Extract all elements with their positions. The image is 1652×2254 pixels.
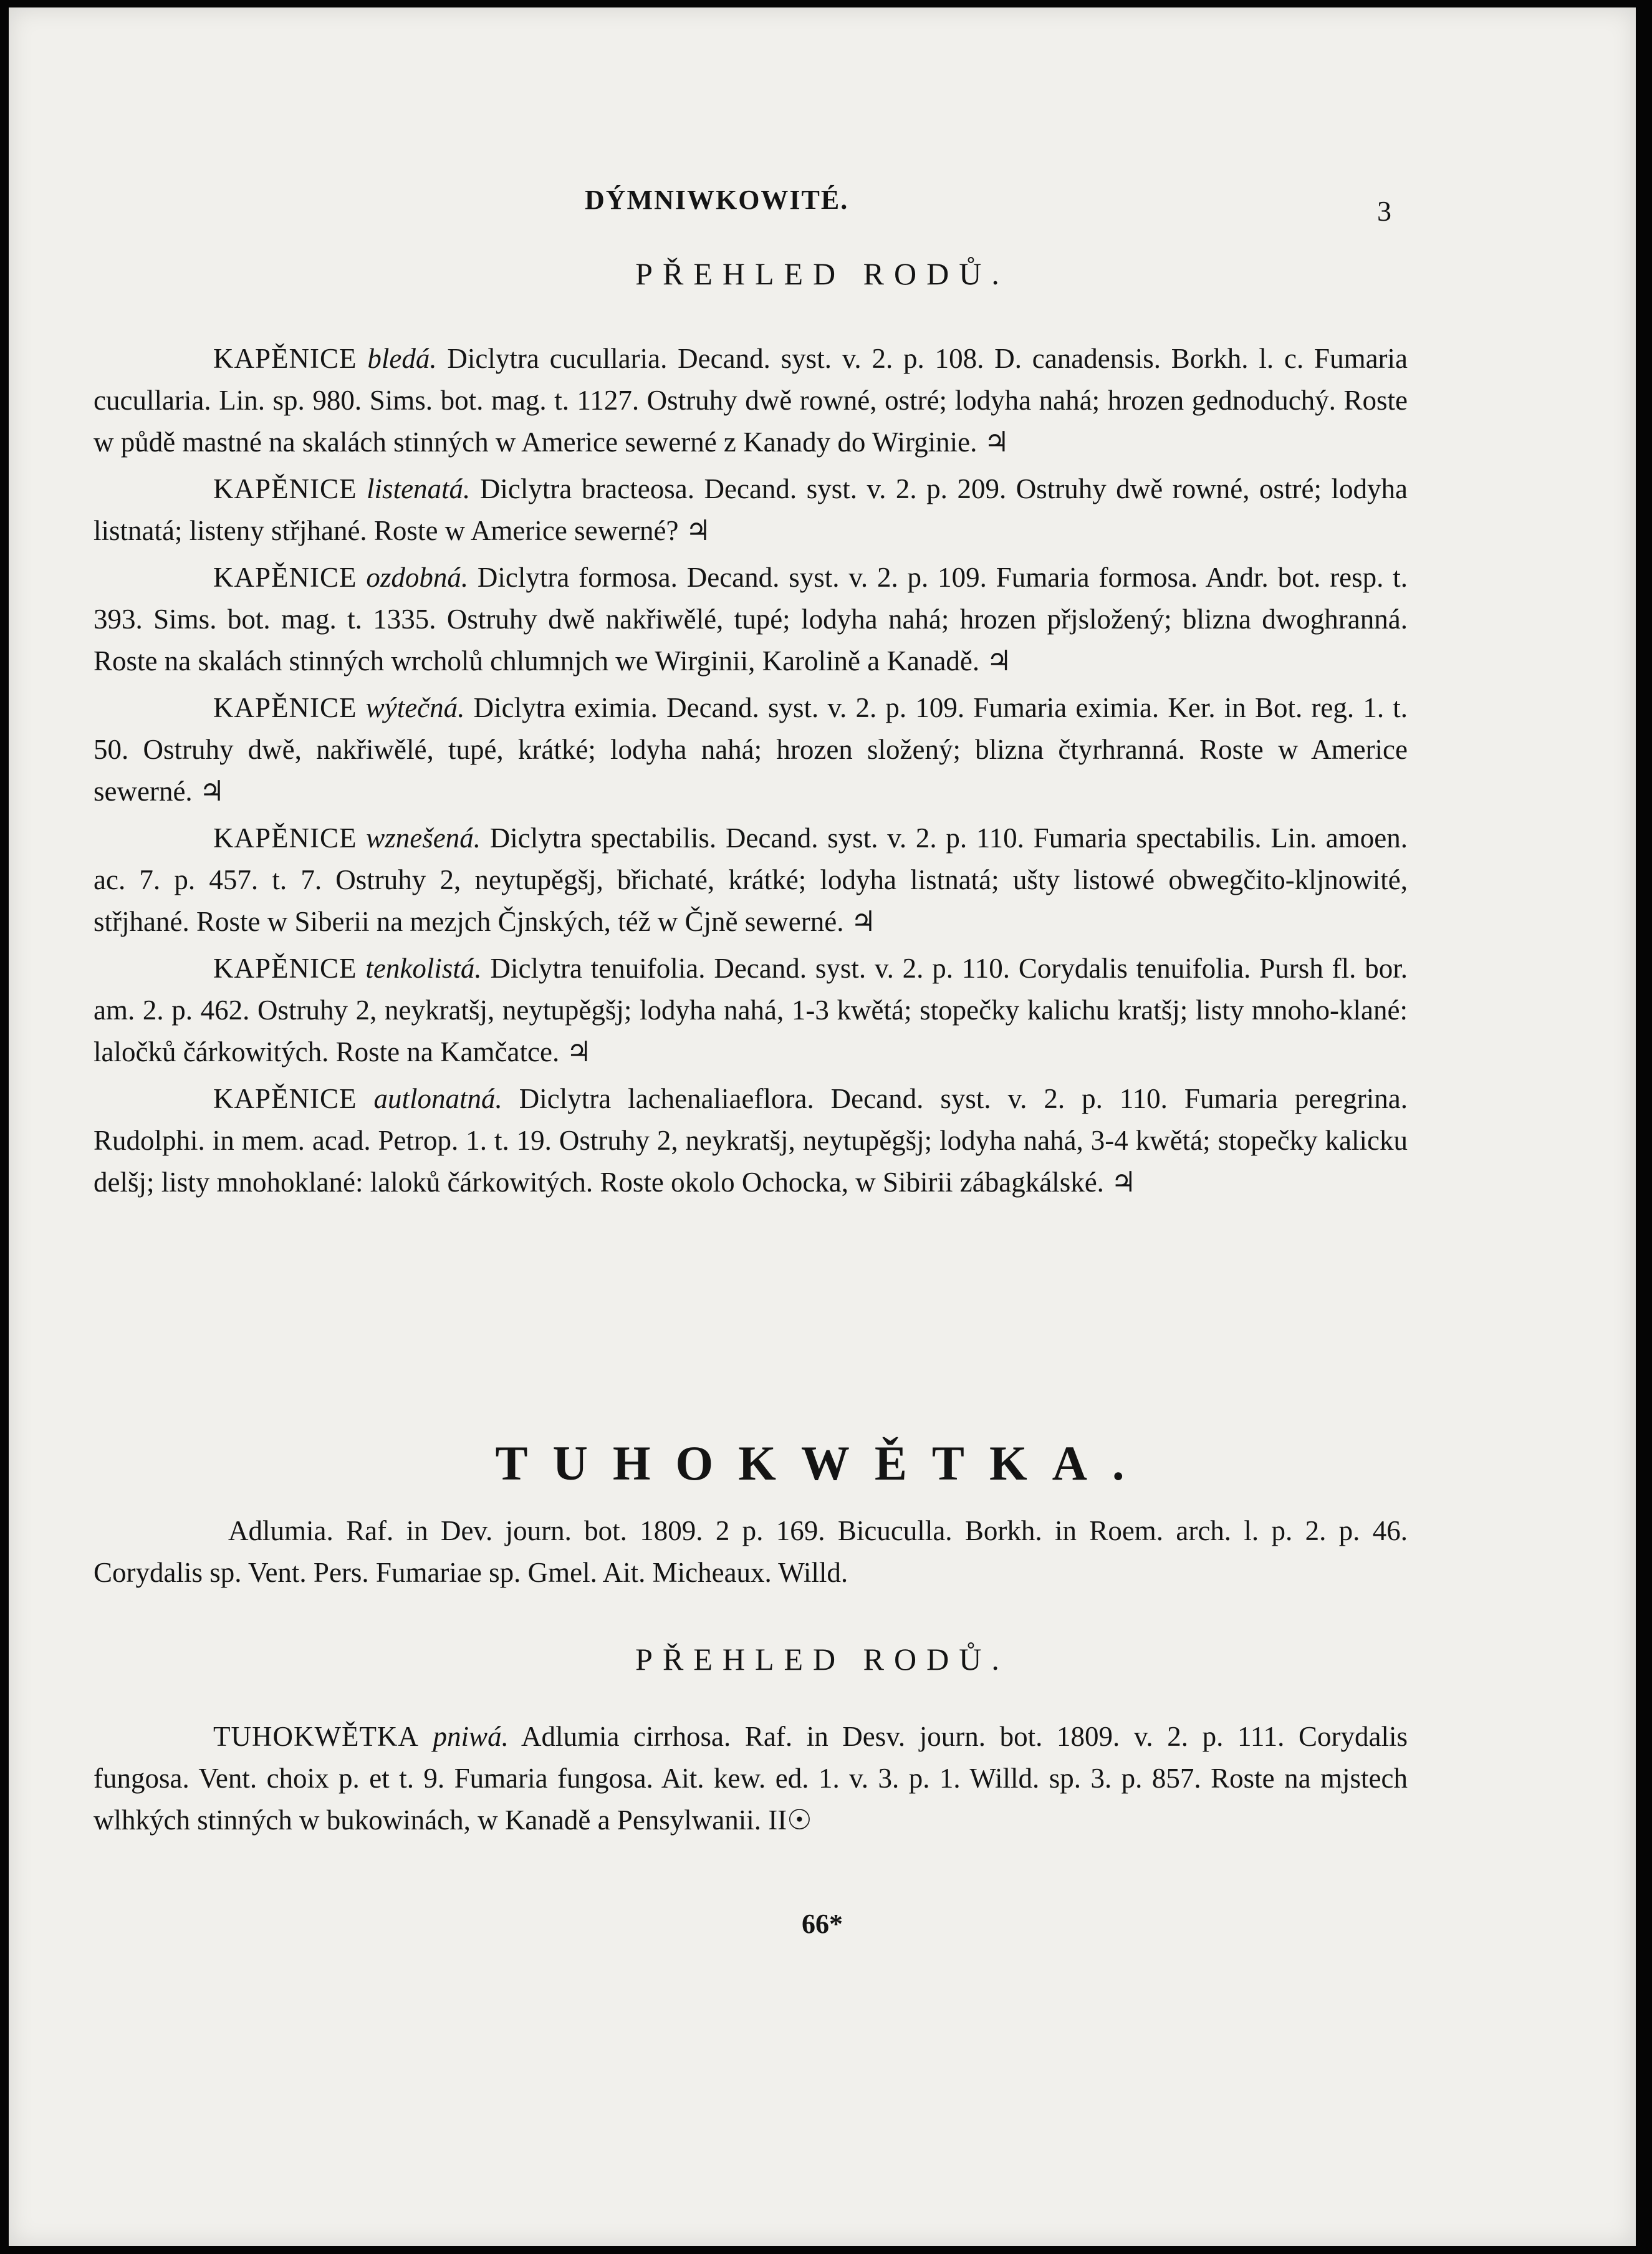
running-head: DÝMNIWKOWITÉ.	[585, 185, 849, 215]
species-epithet: bledá.	[367, 343, 437, 374]
entry-text: Diclytra eximia. Decand. syst. v. 2. p. 109. Fumaria eximia. Ker. in Bot. reg. 1. t. 50. Ostruhy dwě, nakřiwělé, tupé, krátké; lodyha nahá; hrozen složený; blizna čtyrhranná. Roste w Americe sewerné. ♃	[94, 692, 1408, 807]
species-entry	[94, 1078, 1408, 1203]
entry-text: Diclytra spectabilis. Decand. syst. v. 2. p. 110. Fumaria spectabilis. Lin. amoen. ac. 7. p. 457. t. 7. Ostruhy 2, neytupěgšj, břichaté, krátké; lodyha listnatá; ušty listowé obwegčito-kljnowité, střjhané. Roste w Siberii na mezjch Čjnských, též w Čjně sewerné. ♃	[94, 822, 1408, 937]
species-epithet: pniwá.	[433, 1721, 509, 1752]
species-list	[94, 338, 1408, 1208]
signature-mark: 66*	[802, 1909, 843, 1939]
section-heading-1: PŘEHLED RODŮ.	[635, 256, 1009, 291]
entry-text: Diclytra tenuifolia. Decand. syst. v. 2. p. 110. Corydalis tenuifolia. Pursh fl. bor. am. 2. p. 462. Ostruhy 2, neykratšj, neytupěgšj; lodyha nahá, 1-3 kwětá; stopečky kalichu kratšj; listy mnoho-klané: laločků čárkowitých. Roste na Kamčatce. ♃	[94, 953, 1408, 1067]
genus-heading: TUHOKWĚTKA.	[495, 1436, 1150, 1490]
species-epithet: autlonatná.	[373, 1083, 502, 1114]
genus-name: KAPĚNICE	[213, 473, 357, 504]
species-epithet: tenkolistá.	[365, 953, 482, 984]
entry-text: Diclytra cucullaria. Decand. syst. v. 2. p. 108. D. canadensis. Borkh. l. c. Fumaria cucullaria. Lin. sp. 980. Sims. bot. mag. t. 1127. Ostruhy dwě rowné, ostré; lodyha nahá; hrozen gednoduchý. Roste w půdě mastné na skalách stinných w Americe sewerné z Kanady do Wirginie. ♃	[94, 343, 1408, 458]
species-entry	[94, 557, 1408, 682]
species-epithet: ozdobná.	[366, 562, 469, 593]
entry-text: Adlumia cirrhosa. Raf. in Desv. journ. bot. 1809. v. 2. p. 111. Corydalis fungosa. Vent. choix p. et t. 9. Fumaria fungosa. Ait. kew. ed. 1. v. 3. p. 1. Willd. sp. 3. p. 857. Roste na mjstech wlhkých stinných w bukowinách, w Kanadě a Pensylwanii. II☉	[94, 1721, 1408, 1836]
genus-synonymy: Adlumia. Raf. in Dev. journ. bot. 1809. 2 p. 169. Bicuculla. Borkh. in Roem. arch. l. p. 2. p. 46. Corydalis sp. Vent. Pers. Fumariae sp. Gmel. Ait. Micheaux. Willd.	[94, 1515, 1408, 1588]
species-entry	[94, 948, 1408, 1073]
genus-name: TUHOKWĚTKA	[213, 1721, 419, 1752]
species-entry	[94, 817, 1408, 943]
genus-name: KAPĚNICE	[213, 1083, 357, 1114]
species-epithet: listenatá.	[367, 473, 471, 504]
species-entry	[94, 468, 1408, 552]
species-entry	[94, 687, 1408, 812]
entry-text: Diclytra lachenaliaeflora. Decand. syst. v. 2. p. 110. Fumaria peregrina. Rudolphi. in mem. acad. Petrop. 1. t. 19. Ostruhy 2, neykratšj, neytupěgšj; lodyha nahá, 3-4 kwětá; stopečky kalicku delšj; listy mnohoklané: laloků čárkowitých. Roste okolo Ochocka, w Sibirii zábagkálské. ♃	[94, 1083, 1408, 1198]
species-list-2	[94, 1716, 1408, 1846]
species-entry	[94, 1716, 1408, 1841]
page-number: 3	[1377, 195, 1391, 227]
genus-name: KAPĚNICE	[213, 692, 357, 723]
genus-synonymy-block	[94, 1510, 1408, 1594]
section-heading-2: PŘEHLED RODŮ.	[635, 1642, 1009, 1677]
entry-text: Diclytra formosa. Decand. syst. v. 2. p. 109. Fumaria formosa. Andr. bot. resp. t. 393. Sims. bot. mag. t. 1335. Ostruhy dwě nakřiwělé, tupé; lodyha nahá; hrozen přjsložený; blizna dwoghranná. Roste na skalách stinných wrcholů chlumnjch we Wirginii, Karolině a Kanadě. ♃	[94, 562, 1408, 677]
species-entry	[94, 338, 1408, 463]
genus-name: KAPĚNICE	[213, 822, 357, 854]
genus-name: KAPĚNICE	[213, 562, 357, 593]
genus-name: KAPĚNICE	[213, 953, 357, 984]
species-epithet: wznešená.	[366, 822, 481, 854]
species-epithet: wýtečná.	[365, 692, 465, 723]
genus-name: KAPĚNICE	[213, 343, 357, 374]
book-page	[9, 7, 1636, 2246]
entry-text: Diclytra bracteosa. Decand. syst. v. 2. p. 209. Ostruhy dwě rowné, ostré; lodyha listnatá; listeny střjhané. Roste w Americe sewerné? ♃	[94, 473, 1408, 546]
